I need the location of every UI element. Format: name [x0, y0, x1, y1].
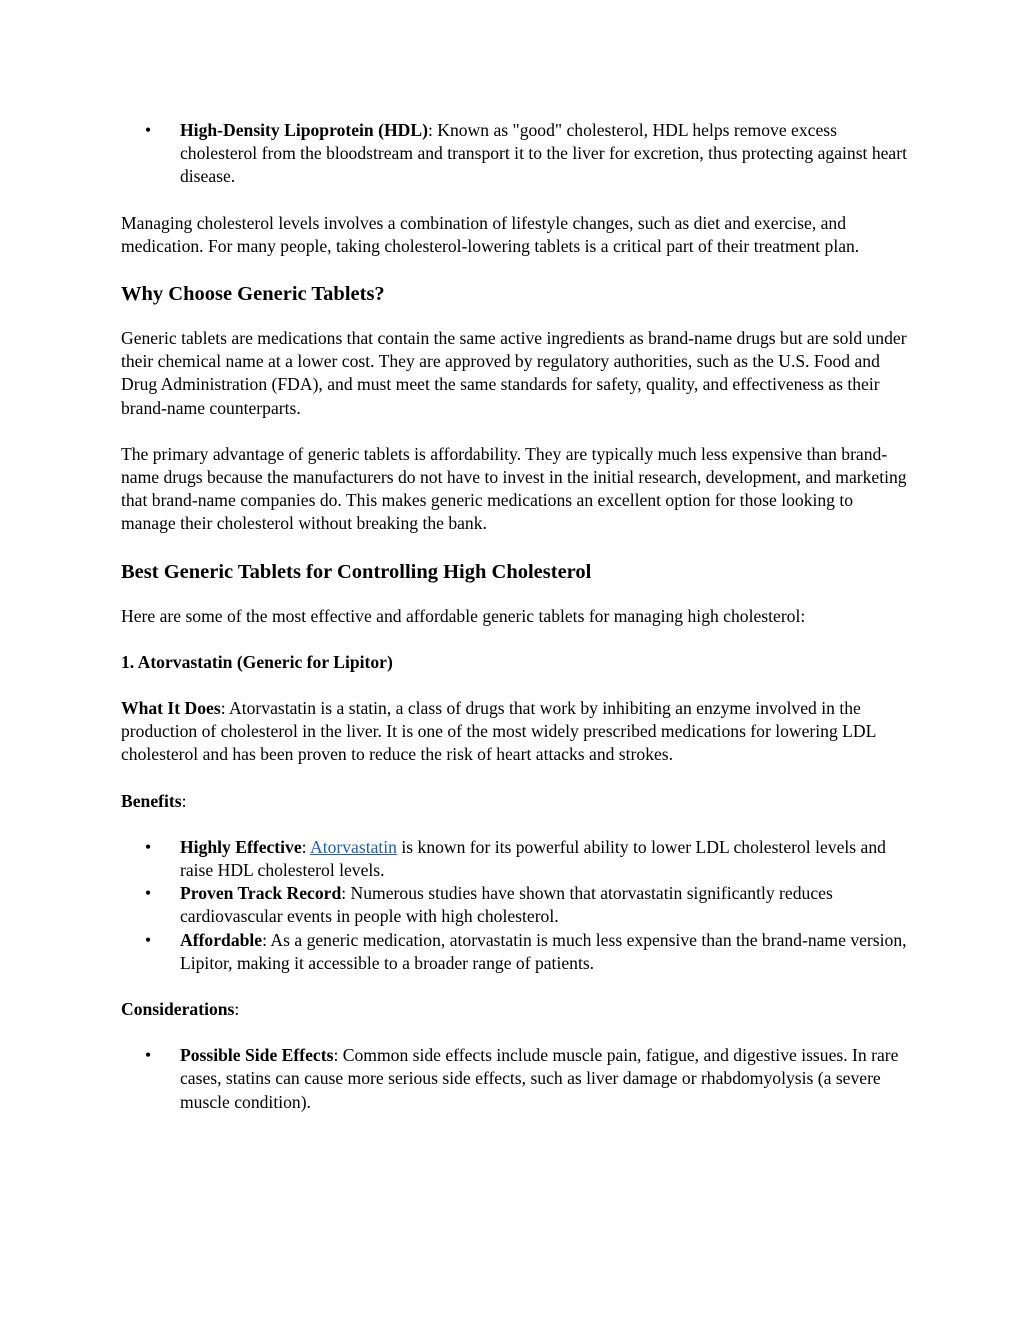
bullet-icon: •	[145, 883, 152, 904]
list-separator: :	[333, 1045, 339, 1066]
benefits-separator: :	[181, 790, 187, 811]
paragraph-here-are: Here are some of the most effective and affordable generic tablets for managing high cholesterol:	[121, 605, 806, 626]
list-separator: :	[262, 929, 267, 950]
considerations-separator: :	[234, 999, 240, 1020]
list-text: Numerous studies have shown that atorvastatin significantly reduces cardiovascular events in people with high cholesterol.	[180, 883, 833, 927]
what-it-does-separator: :	[220, 698, 226, 719]
considerations-list	[121, 1044, 911, 1114]
paragraph-managing: Managing cholesterol levels involves a combination of lifestyle changes, such as diet and exercise, and medication. For many people, taking cholesterol-lowering tablets is a critical part of their treatment plan.	[121, 212, 860, 256]
paragraph-what-it-does	[121, 697, 911, 767]
atorvastatin-link[interactable]: Atorvastatin	[310, 836, 397, 857]
list-term: Affordable	[180, 929, 263, 950]
bullet-icon: •	[145, 120, 152, 140]
paragraph-generic-advantage: The primary advantage of generic tablets is affordability. They are typically much less expensive than brand-name drugs because the manufacturers do not have to invest in the initial research, development, and marketing that brand-name companies do. This makes generic medications an excellent option for those looking to manage their cholesterol without breaking the bank.	[121, 443, 907, 534]
heading-why-generic: Why Choose Generic Tablets?	[121, 283, 385, 306]
paragraph-generic-definition: Generic tablets are medications that contain the same active ingredients as brand-name drugs but are sold under their chemical name at a lower cost. They are approved by regulatory authorities, such as the U.S. Food and Drug Administration (FDA), and must meet the same standards for safety, quality, and effectiveness as their brand-name counterparts.	[121, 328, 907, 418]
list-text: Common side effects include muscle pain, fatigue, and digestive issues. In rare cases, statins can cause more serious side effects, such as liver damage or rhabdomyolysis (a severe muscle condition).	[180, 1045, 899, 1112]
document-page	[121, 119, 911, 1137]
list-term: Highly Effective	[180, 836, 302, 857]
list-separator: :	[427, 120, 433, 140]
what-it-does-text: Atorvastatin is a statin, a class of drugs that work by inhibiting an enzyme involved in the production of cholesterol in the liver. It is one of the most widely prescribed medications for lowering LDL cholesterol and has been proven to reduce the risk of heart attacks and strokes.	[121, 698, 876, 765]
heading-best-generic: Best Generic Tablets for Controlling High Cholesterol	[121, 560, 592, 583]
considerations-label: Considerations	[121, 999, 235, 1020]
hdl-list	[121, 119, 911, 189]
list-text: As a generic medication, atorvastatin is much less expensive than the brand-name version, Lipitor, making it accessible to a broader range of patients.	[180, 929, 907, 973]
considerations-label-line	[121, 998, 911, 1021]
benefits-label-line	[121, 790, 911, 813]
list-text: is known for its powerful ability to lower LDL cholesterol levels and raise HDL cholesterol levels.	[180, 836, 886, 881]
bullet-icon: •	[145, 929, 152, 950]
list-separator: :	[301, 836, 310, 857]
list-item	[121, 882, 911, 928]
list-item	[121, 1044, 911, 1114]
list-term: High-Density Lipoprotein (HDL)	[180, 120, 428, 140]
bullet-icon: •	[145, 836, 152, 857]
list-item	[121, 836, 911, 882]
list-text: Known as "good" cholesterol, HDL helps remove excess cholesterol from the bloodstream and transport it to the liver for excretion, thus protecting against heart disease.	[180, 120, 907, 187]
list-item	[121, 119, 911, 189]
list-separator: :	[341, 883, 347, 904]
list-term: Possible Side Effects	[180, 1045, 334, 1066]
bullet-icon: •	[145, 1045, 152, 1066]
benefits-label: Benefits	[121, 790, 182, 811]
what-it-does-label: What It Does	[121, 698, 221, 719]
benefits-list	[121, 836, 911, 975]
heading-atorvastatin: 1. Atorvastatin (Generic for Lipitor)	[121, 651, 393, 672]
list-item	[121, 929, 911, 975]
list-term: Proven Track Record	[180, 883, 342, 904]
